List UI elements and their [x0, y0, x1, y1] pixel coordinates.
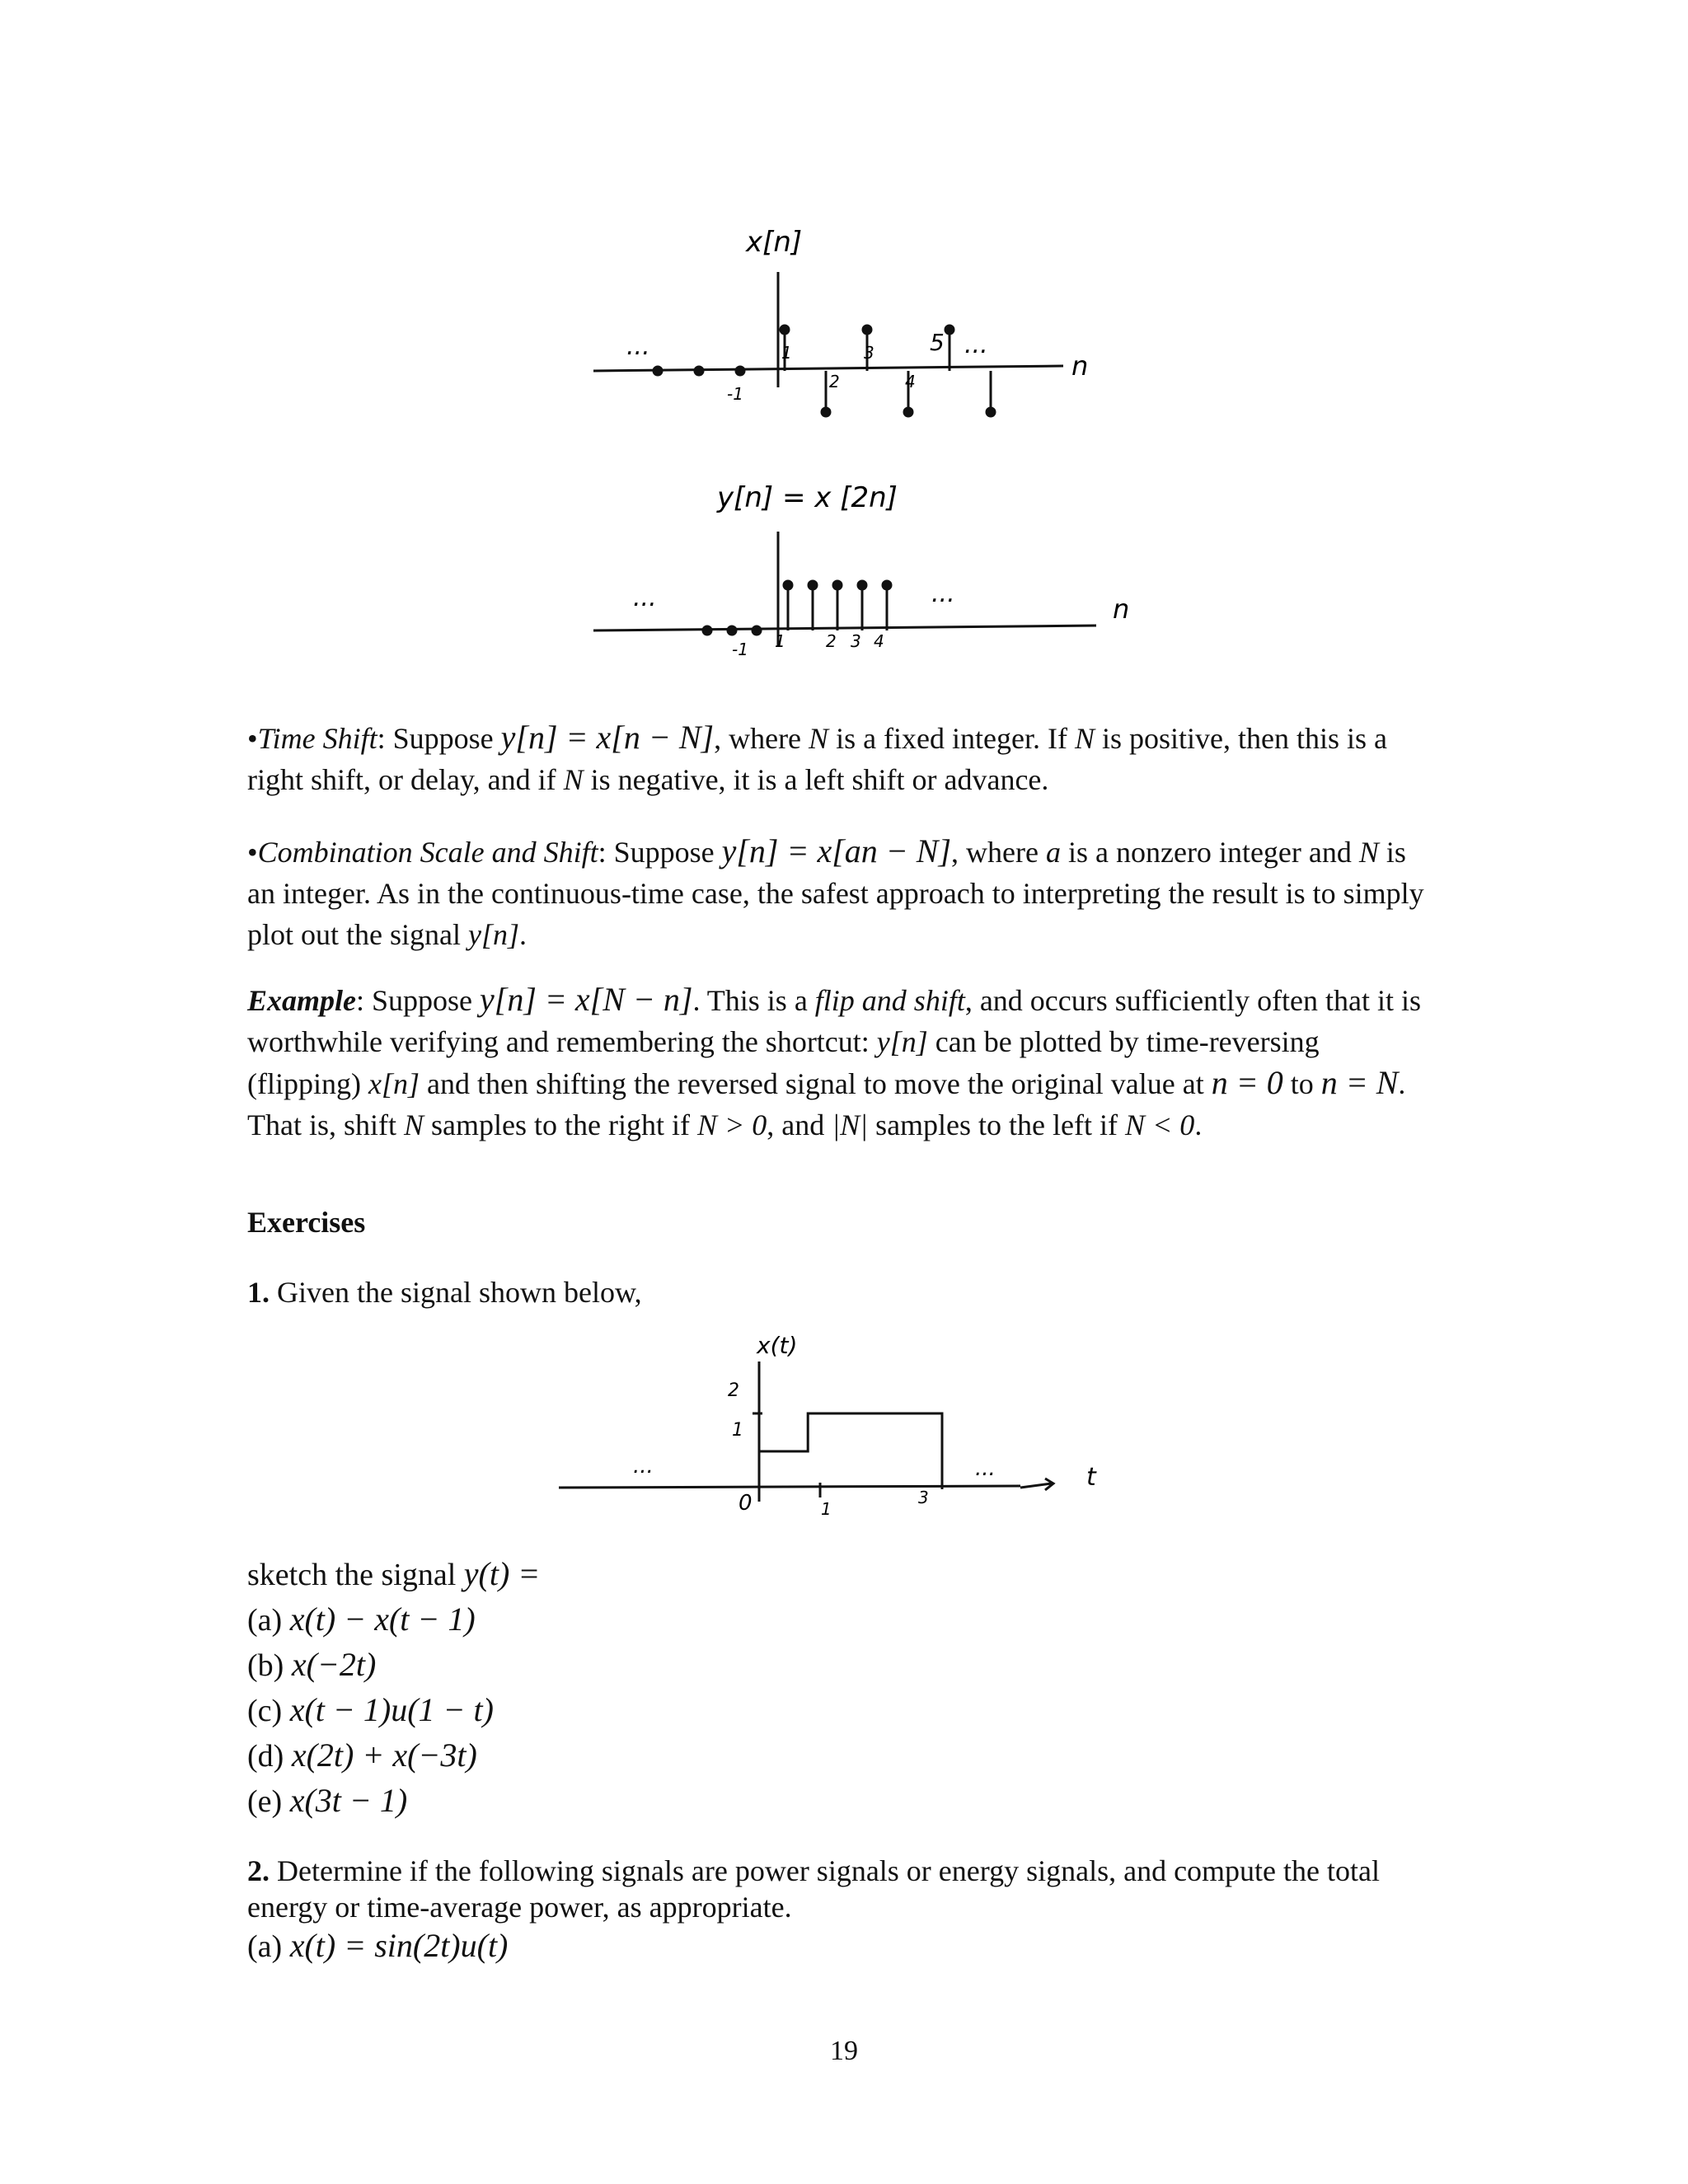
text: , and occurs sufficiently often that it is worthwhile verifying and remembering the shortcut: — [247, 984, 1422, 1058]
figure2-stem-head-0 — [703, 626, 711, 635]
figure1-dots-left: ... — [626, 332, 650, 361]
item-label: (b) — [247, 1648, 292, 1683]
text: , where — [714, 722, 809, 755]
figure1-stem-head-2 — [736, 367, 744, 375]
var-N: N — [563, 763, 584, 796]
text: is negative, it is a left shift or advance. — [583, 763, 1049, 796]
var-a: a — [1046, 836, 1061, 869]
text: : Suppose — [598, 836, 722, 869]
figure1-stem-head-7 — [945, 326, 954, 334]
exercises-title: Exercises — [247, 1206, 366, 1239]
figure1-dots-right: ... — [964, 330, 988, 359]
time-shift-term: Time Shift — [257, 722, 377, 755]
text: and then shifting the reversed signal to move the original value at — [419, 1067, 1212, 1100]
exercise-2-number: 2. — [247, 1854, 270, 1887]
item-label: (a) — [247, 1929, 290, 1964]
var-N: N — [809, 722, 829, 755]
list-item — [247, 1733, 540, 1779]
var-yn: y[n] — [467, 918, 519, 951]
figure2-stem-head-7 — [883, 581, 891, 589]
figure1-axis — [593, 366, 1063, 371]
figure-x-n-stem-plot — [569, 223, 1146, 445]
flip-and-shift-term: flip and shift — [814, 984, 965, 1017]
exercise-2-text: Determine if the following signals are power signals or energy signals, and compute the total energy or time-average power, as appropriate. — [247, 1854, 1380, 1924]
bullet-icon: • — [247, 722, 258, 755]
figure3-xtick-0: 0 — [738, 1491, 753, 1516]
var-N: N — [403, 1108, 424, 1141]
item-label: (d) — [247, 1739, 292, 1774]
exercise-2-prompt — [247, 1853, 1434, 1967]
item-expression: x(t) − x(t − 1) — [289, 1601, 476, 1638]
figure2-stem-head-1 — [728, 626, 736, 635]
figure1-stem-head-5 — [863, 326, 871, 334]
item-expression: x(t − 1)u(1 − t) — [289, 1691, 494, 1728]
example-paragraph — [247, 979, 1434, 1146]
figure2-xlabel: n — [1113, 593, 1130, 625]
exercise-1-text: Given the signal shown below, — [277, 1276, 642, 1309]
item-expression: x(2t) + x(−3t) — [291, 1736, 477, 1774]
combination-equation: y[n] = x[an − N] — [721, 832, 952, 869]
figure3-ylabel: x(t) — [757, 1332, 798, 1359]
var-N: N — [1074, 722, 1095, 755]
condition-positive: N > 0 — [696, 1108, 767, 1141]
figure3-ytick-1: 1 — [732, 1420, 743, 1441]
exercise-1-list — [247, 1552, 540, 1824]
figure2-stem-head-4 — [809, 581, 817, 589]
figure3-signal-curve — [759, 1413, 942, 1489]
text: is an integer. As in the continuous-time case, the safest approach to interpreting the result is to simply plot out the signal — [247, 836, 1424, 951]
text: . This is a — [692, 984, 815, 1017]
list-item — [247, 1643, 540, 1688]
figure3-xtick-1: 1 — [821, 1499, 832, 1519]
sketch-text: sketch the signal — [247, 1558, 464, 1592]
text: is a nonzero integer and — [1061, 836, 1359, 869]
figure2-axis — [593, 626, 1096, 630]
example-equation: y[n] = x[N − n] — [480, 981, 693, 1018]
sketch-line — [247, 1552, 540, 1597]
exercise-1-number: 1. — [247, 1276, 270, 1309]
figure1-tick-minus1: -1 — [727, 384, 743, 404]
figure1-tick-1: 1 — [781, 343, 792, 363]
item-expression: x(−2t) — [291, 1646, 377, 1683]
var-N: N — [1358, 836, 1379, 869]
text: , where — [951, 836, 1046, 869]
text: . — [1194, 1108, 1203, 1141]
text: samples to the right if — [424, 1108, 697, 1141]
figure3-axis-arrow — [1020, 1479, 1053, 1490]
figure1-stem-head-4 — [822, 408, 830, 416]
sketch-equation: y(t) = — [463, 1555, 541, 1592]
text: to — [1282, 1067, 1321, 1100]
exercises-heading — [247, 1202, 1434, 1243]
var-yn: y[n] — [876, 1025, 928, 1058]
text: samples to the left if — [868, 1108, 1125, 1141]
figure2-stem-head-6 — [858, 581, 866, 589]
example-label: Example — [247, 984, 356, 1017]
item-label: (a) — [247, 1603, 290, 1638]
list-item — [247, 1688, 540, 1733]
figure1-stem-head-8 — [987, 408, 995, 416]
item-label: (e) — [247, 1784, 290, 1819]
time-shift-paragraph — [247, 717, 1434, 800]
figure1-stem-head-1 — [695, 367, 703, 375]
var-xn: x[n] — [368, 1067, 420, 1100]
n-equals-N: n = N — [1320, 1064, 1399, 1101]
page-number: 19 — [830, 2036, 858, 2066]
figure1-stem-head-0 — [654, 367, 662, 375]
figure-x-t-plot — [559, 1329, 1119, 1526]
list-item — [247, 1779, 540, 1824]
item-label: (c) — [247, 1694, 290, 1728]
figure-y-n-stem-plot — [569, 474, 1146, 663]
figure1-stem-head-3 — [781, 326, 789, 334]
combination-term: Combination Scale and Shift — [257, 836, 598, 869]
time-shift-equation: y[n] = x[n − N] — [500, 719, 715, 756]
text: : Suppose — [356, 984, 481, 1017]
figure1-tick-5: 5 — [930, 329, 945, 356]
figure1-tick-3: 3 — [864, 343, 874, 363]
figure2-tick-4: 4 — [874, 631, 884, 651]
figure1-tick-4: 4 — [905, 372, 916, 391]
text: . — [518, 918, 527, 951]
figure2-stem-head-2 — [753, 626, 761, 635]
figure2-dots-right: ... — [931, 579, 955, 608]
figure1-ylabel: x[n] — [746, 226, 803, 259]
combination-paragraph — [247, 831, 1434, 955]
list-item — [247, 1597, 540, 1643]
abs-N: |N| — [832, 1108, 869, 1141]
text: can be plotted by time-reversing (flipping) — [247, 1025, 1320, 1100]
text: . That is, shift — [247, 1067, 1406, 1141]
figure3-ytick-2: 2 — [728, 1380, 739, 1401]
item-expression: x(t) = sin(2t)u(t) — [289, 1927, 509, 1964]
list-item — [247, 1925, 1434, 1967]
figure3-dots-left: ... — [633, 1454, 654, 1479]
figure2-tick-3: 3 — [851, 631, 861, 651]
figure3-axis — [559, 1486, 1020, 1488]
figure1-stem-head-6 — [904, 408, 912, 416]
figure3-xlabel: t — [1086, 1463, 1096, 1492]
text: is a fixed integer. If — [828, 722, 1075, 755]
figure2-stem-head-3 — [784, 581, 792, 589]
figure2-dots-left: ... — [633, 583, 657, 612]
text: , and — [767, 1108, 832, 1141]
text: : Suppose — [377, 722, 501, 755]
figure2-tick-minus1: -1 — [732, 640, 748, 659]
bullet-icon: • — [247, 836, 258, 869]
figure3-xtick-3: 3 — [918, 1488, 929, 1507]
figure2-tick-2: 2 — [826, 631, 837, 651]
figure2-ylabel: y[n] = x [2n] — [717, 481, 898, 514]
figure1-tick-2: 2 — [829, 372, 840, 391]
item-expression: x(3t − 1) — [289, 1782, 408, 1819]
n-equals-0: n = 0 — [1211, 1064, 1283, 1101]
exercise-1-prompt — [247, 1272, 1434, 1313]
figure2-stem-head-5 — [833, 581, 842, 589]
figure2-tick-1: 1 — [775, 631, 785, 651]
text: is positive, then this is a right shift, or delay, and if — [247, 722, 1387, 796]
condition-negative: N < 0 — [1125, 1108, 1195, 1141]
figure1-xlabel: n — [1071, 350, 1089, 382]
figure3-dots-right: ... — [975, 1456, 996, 1481]
